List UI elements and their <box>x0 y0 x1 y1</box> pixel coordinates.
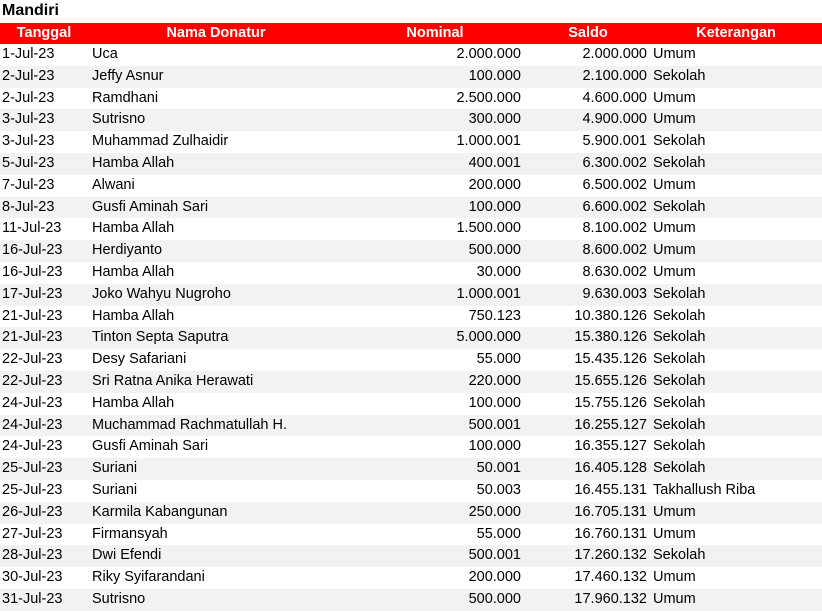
cell-saldo[interactable]: 9.630.003 <box>526 284 650 306</box>
cell-nama-donatur[interactable]: Muhammad Zulhaidir <box>92 133 229 150</box>
cell-keterangan[interactable]: Takhallush Riba <box>653 481 756 498</box>
cell-keterangan[interactable]: Sekolah <box>653 351 706 368</box>
cell-tanggal[interactable]: 2-Jul-23 <box>0 66 88 88</box>
cell-tanggal[interactable]: 16-Jul-23 <box>2 263 63 280</box>
cell-nama-donatur[interactable]: Desy Safariani <box>92 351 187 368</box>
cell-saldo[interactable]: 17.960.132 <box>526 589 650 611</box>
cell-nama-donatur[interactable]: Gusfi Aminah Sari <box>92 438 209 455</box>
cell-nominal[interactable]: 250.000 <box>344 502 526 524</box>
cell-saldo[interactable]: 6.500.002 <box>582 176 647 193</box>
cell-tanggal[interactable]: 28-Jul-23 <box>0 545 88 567</box>
table-row <box>0 88 822 110</box>
donation-table <box>0 23 822 611</box>
cell-saldo[interactable]: 15.655.126 <box>526 371 650 393</box>
cell-nama-donatur[interactable]: Suriani <box>88 458 344 480</box>
cell-nama-donatur[interactable]: Tinton Septa Saputra <box>88 327 344 349</box>
table-row <box>0 240 822 262</box>
header-row <box>0 23 822 44</box>
cell-nominal[interactable]: 500.001 <box>344 545 526 567</box>
cell-tanggal[interactable]: 27-Jul-23 <box>2 525 63 542</box>
table-row <box>0 349 822 371</box>
cell-nama-donatur[interactable]: Herdiyanto <box>88 240 344 262</box>
table-row <box>0 197 822 219</box>
cell-nama-donatur[interactable]: Alwani <box>92 176 135 193</box>
cell-tanggal[interactable]: 24-Jul-23 <box>2 438 63 455</box>
cell-tanggal[interactable]: 21-Jul-23 <box>2 307 63 324</box>
cell-nominal[interactable]: 200.000 <box>468 176 521 193</box>
cell-tanggal[interactable]: 7-Jul-23 <box>2 176 55 193</box>
table-row <box>0 393 822 415</box>
cell-nominal[interactable]: 500.000 <box>344 589 526 611</box>
cell-saldo[interactable]: 16.705.131 <box>526 502 650 524</box>
cell-nama-donatur[interactable]: Dwi Efendi <box>88 545 344 567</box>
cell-tanggal[interactable]: 2-Jul-23 <box>2 89 55 106</box>
table-row <box>0 327 822 349</box>
table-row <box>0 371 822 393</box>
cell-tanggal[interactable]: 16-Jul-23 <box>0 240 88 262</box>
cell-saldo[interactable]: 10.380.126 <box>574 307 647 324</box>
cell-keterangan[interactable]: Sekolah <box>650 197 822 219</box>
cell-nominal[interactable]: 200.000 <box>468 569 521 586</box>
cell-keterangan[interactable]: Umum <box>653 263 696 280</box>
cell-saldo[interactable]: 6.300.002 <box>526 153 650 175</box>
cell-saldo[interactable]: 8.630.002 <box>582 263 647 280</box>
cell-nama-donatur[interactable]: Muchammad Rachmatullah H. <box>88 415 344 437</box>
cell-keterangan[interactable]: Sekolah <box>650 153 822 175</box>
table-row <box>0 502 822 524</box>
table-row <box>0 436 822 458</box>
cell-nominal[interactable]: 50.001 <box>344 458 526 480</box>
cell-saldo[interactable]: 5.900.001 <box>582 133 647 150</box>
cell-tanggal[interactable]: 24-Jul-23 <box>0 415 88 437</box>
table-row <box>0 262 822 284</box>
header-keterangan[interactable]: Keterangan <box>650 23 822 44</box>
table-row <box>0 109 822 131</box>
cell-tanggal[interactable]: 22-Jul-23 <box>0 371 88 393</box>
cell-nominal[interactable]: 1.000.001 <box>344 284 526 306</box>
cell-keterangan[interactable]: Sekolah <box>650 458 822 480</box>
cell-keterangan[interactable]: Umum <box>650 502 822 524</box>
cell-nama-donatur[interactable]: Suriani <box>92 481 138 498</box>
cell-saldo[interactable]: 15.380.126 <box>526 327 650 349</box>
cell-keterangan[interactable]: Umum <box>650 109 822 131</box>
cell-nominal[interactable]: 300.000 <box>344 109 526 131</box>
cell-keterangan[interactable]: Umum <box>653 89 696 106</box>
table-header <box>0 23 822 44</box>
cell-nominal[interactable]: 100.000 <box>468 438 521 455</box>
cell-nama-donatur[interactable]: Ramdhani <box>92 89 159 106</box>
header-nama-donatur[interactable]: Nama Donatur <box>88 23 344 44</box>
cell-saldo[interactable]: 6.600.002 <box>526 197 650 219</box>
cell-saldo[interactable]: 16.455.131 <box>574 481 647 498</box>
table-body <box>0 44 822 611</box>
cell-tanggal[interactable]: 22-Jul-23 <box>2 351 63 368</box>
cell-saldo[interactable]: 2.000.000 <box>582 46 647 62</box>
cell-nominal[interactable]: 55.000 <box>476 525 521 542</box>
cell-nominal[interactable]: 100.000 <box>344 197 526 219</box>
cell-tanggal[interactable]: 5-Jul-23 <box>0 153 88 175</box>
cell-keterangan[interactable]: Sekolah <box>650 66 822 88</box>
cell-tanggal[interactable]: 21-Jul-23 <box>0 327 88 349</box>
cell-nominal[interactable]: 750.123 <box>468 307 521 324</box>
cell-tanggal[interactable]: 17-Jul-23 <box>0 284 88 306</box>
cell-nama-donatur[interactable]: Hamba Allah <box>92 263 175 280</box>
cell-saldo[interactable]: 15.755.126 <box>574 394 647 411</box>
table-row <box>0 131 822 153</box>
cell-saldo[interactable]: 16.255.127 <box>526 415 650 437</box>
cell-nominal[interactable]: 1.500.000 <box>456 220 521 237</box>
cell-saldo[interactable]: 16.355.127 <box>574 438 647 455</box>
cell-nama-donatur[interactable]: Jeffy Asnur <box>88 66 344 88</box>
cell-saldo[interactable]: 16.760.131 <box>574 525 647 542</box>
cell-tanggal[interactable]: 25-Jul-23 <box>0 458 88 480</box>
cell-nama-donatur[interactable]: Uca <box>92 46 118 62</box>
header-nominal[interactable]: Nominal <box>344 23 526 44</box>
cell-keterangan[interactable]: Umum <box>650 240 822 262</box>
cell-nominal[interactable]: 500.000 <box>344 240 526 262</box>
cell-saldo[interactable]: 17.460.132 <box>574 569 647 586</box>
header-saldo[interactable]: Saldo <box>526 23 650 44</box>
cell-nama-donatur[interactable]: Sutrisno <box>88 589 344 611</box>
cell-tanggal[interactable]: 30-Jul-23 <box>2 569 63 586</box>
cell-keterangan[interactable]: Umum <box>653 220 696 237</box>
table-row <box>0 44 822 66</box>
cell-tanggal[interactable]: 11-Jul-23 <box>2 220 62 237</box>
cell-keterangan[interactable]: Sekolah <box>653 438 706 455</box>
cell-nominal[interactable]: 2.000.000 <box>456 46 521 62</box>
table-row <box>0 589 822 611</box>
cell-saldo[interactable]: 8.600.002 <box>526 240 650 262</box>
cell-tanggal[interactable]: 31-Jul-23 <box>0 589 88 611</box>
cell-nama-donatur[interactable]: Riky Syifarandani <box>92 569 205 586</box>
cell-keterangan[interactable]: Sekolah <box>653 133 706 150</box>
cell-saldo[interactable]: 8.100.002 <box>582 220 647 237</box>
cell-tanggal[interactable]: 24-Jul-23 <box>2 394 63 411</box>
table-row <box>0 458 822 480</box>
cell-saldo[interactable]: 15.435.126 <box>574 351 647 368</box>
cell-nama-donatur[interactable]: Hamba Allah <box>92 307 175 324</box>
cell-keterangan[interactable]: Umum <box>653 525 696 542</box>
cell-nominal[interactable]: 500.001 <box>344 415 526 437</box>
cell-nama-donatur[interactable]: Karmila Kabangunan <box>88 502 344 524</box>
cell-nominal[interactable]: 50.003 <box>476 481 521 498</box>
cell-nominal[interactable]: 30.000 <box>476 263 521 280</box>
header-tanggal[interactable]: Tanggal <box>0 23 88 44</box>
cell-keterangan[interactable]: Sekolah <box>650 371 822 393</box>
cell-nominal[interactable]: 100.000 <box>344 66 526 88</box>
cell-nama-donatur[interactable]: Joko Wahyu Nugroho <box>88 284 344 306</box>
table-row <box>0 306 822 328</box>
table-row <box>0 480 822 502</box>
cell-nama-donatur[interactable]: Sri Ratna Anika Herawati <box>88 371 344 393</box>
cell-tanggal[interactable]: 3-Jul-23 <box>2 133 55 150</box>
cell-keterangan[interactable]: Umum <box>653 46 696 62</box>
cell-keterangan[interactable]: Umum <box>650 589 822 611</box>
table-row <box>0 567 822 589</box>
cell-keterangan[interactable]: Sekolah <box>650 415 822 437</box>
cell-tanggal[interactable]: 3-Jul-23 <box>0 109 88 131</box>
cell-nominal[interactable]: 220.000 <box>344 371 526 393</box>
cell-tanggal[interactable]: 25-Jul-23 <box>2 481 63 498</box>
table-row <box>0 175 822 197</box>
cell-nominal[interactable]: 55.000 <box>476 351 521 368</box>
cell-saldo[interactable]: 2.100.000 <box>526 66 650 88</box>
cell-nama-donatur[interactable]: Hamba Allah <box>92 394 175 411</box>
cell-keterangan[interactable]: Umum <box>653 176 696 193</box>
table-row <box>0 545 822 567</box>
cell-nama-donatur[interactable]: Firmansyah <box>92 525 168 542</box>
cell-nama-donatur[interactable]: Hamba Allah <box>88 153 344 175</box>
cell-nominal[interactable]: 400.001 <box>344 153 526 175</box>
cell-nominal[interactable]: 100.000 <box>468 394 521 411</box>
cell-nominal[interactable]: 5.000.000 <box>344 327 526 349</box>
cell-nama-donatur[interactable]: Sutrisno <box>88 109 344 131</box>
cell-tanggal[interactable]: 1-Jul-23 <box>2 46 55 62</box>
cell-saldo[interactable]: 17.260.132 <box>526 545 650 567</box>
cell-nominal[interactable]: 1.000.001 <box>456 133 521 150</box>
cell-keterangan[interactable]: Sekolah <box>650 284 822 306</box>
table-row <box>0 415 822 437</box>
table-row <box>0 524 822 546</box>
cell-nominal[interactable]: 2.500.000 <box>456 89 521 106</box>
cell-keterangan[interactable]: Sekolah <box>653 394 706 411</box>
cell-saldo[interactable]: 4.900.000 <box>526 109 650 131</box>
cell-keterangan[interactable]: Umum <box>653 569 696 586</box>
cell-nama-donatur[interactable]: Gusfi Aminah Sari <box>88 197 344 219</box>
cell-tanggal[interactable]: 8-Jul-23 <box>0 197 88 219</box>
cell-saldo[interactable]: 16.405.128 <box>526 458 650 480</box>
table-row <box>0 284 822 306</box>
cell-saldo[interactable]: 4.600.000 <box>582 89 647 106</box>
cell-tanggal[interactable]: 26-Jul-23 <box>0 502 88 524</box>
cell-nama-donatur[interactable]: Hamba Allah <box>92 220 175 237</box>
table-row <box>0 66 822 88</box>
table-row <box>0 153 822 175</box>
sheet-title: Mandiri <box>2 2 59 19</box>
cell-keterangan[interactable]: Sekolah <box>653 307 706 324</box>
cell-keterangan[interactable]: Sekolah <box>650 327 822 349</box>
table-row <box>0 218 822 240</box>
cell-keterangan[interactable]: Sekolah <box>650 545 822 567</box>
